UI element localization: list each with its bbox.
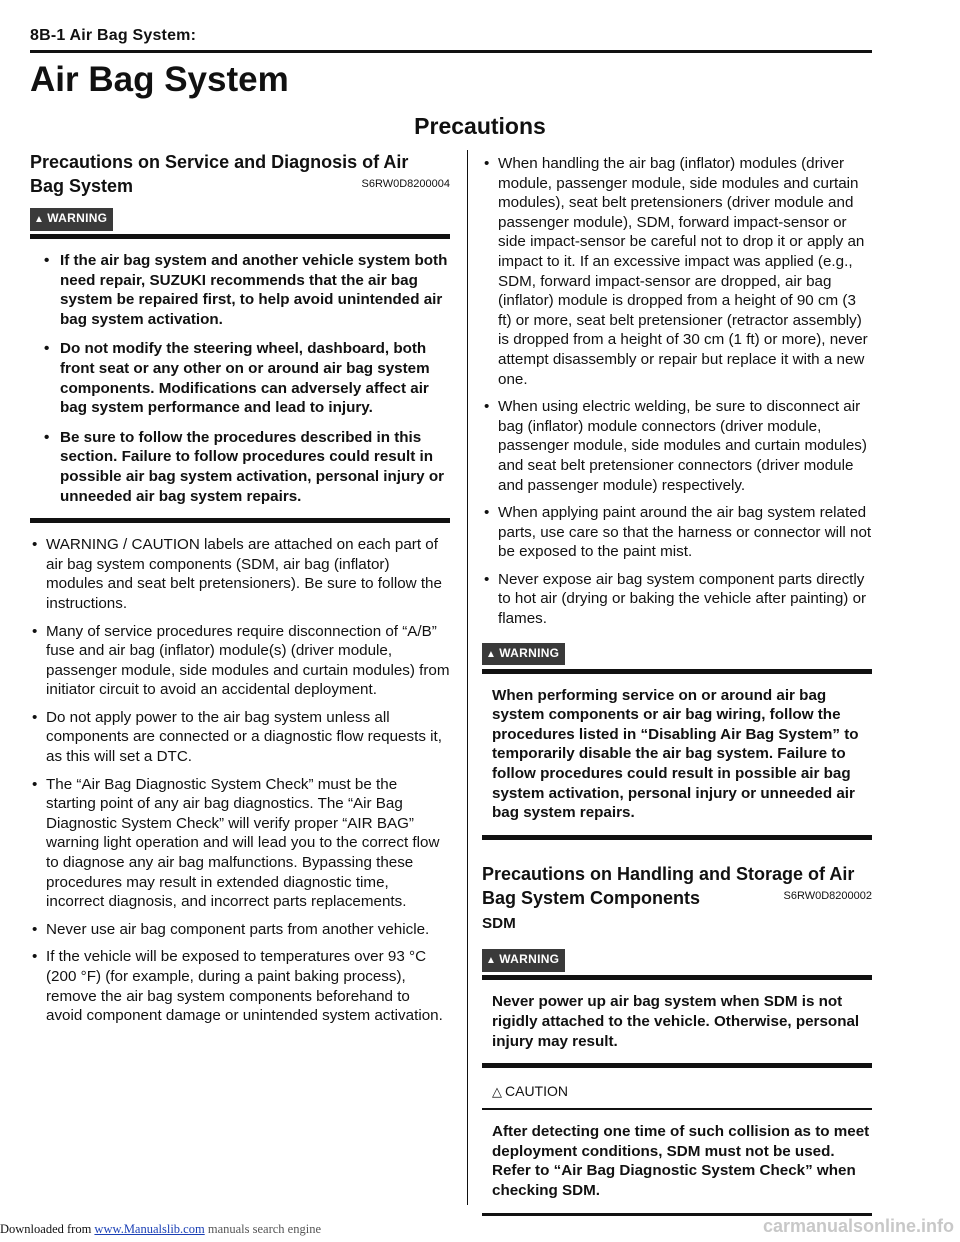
precaution-item: • If the vehicle will be exposed to temperatures over 93 °C (200 °F) (for example, during a paint baking process), remove the air bag system components beforehand to avoid component damage or unintended system activation. [30,947,450,1025]
handling-item: • Never expose air bag system component parts directly to hot air (drying or baking the vehicle after painting) or flames. [482,570,872,629]
header-rule [30,50,872,53]
warning-triangle-icon: ▲ [34,214,45,225]
column-divider [467,150,468,1205]
warning-tag-label: WARNING [47,211,108,225]
sdm-label: SDM [482,914,516,932]
handling-item: • When handling the air bag (inflator) modules (driver module, passenger module, side modules and curtain modules), seat belt pretensioners (driver module and passenger module), SDM, forward impact-sensor or side impact-sensor be careful not to drop it or apply an impact to it. If an excessive impact was applied (e.g., SDM, forward impact-sensor are dropped, air bag (inflator) module is dropped from a height of 90 cm (3 ft) or more, seat belt pretensioner (retractor assembly) is dropped from a height of 30 cm (1 ft) or more), never attempt disassembly or repair but replace it with a new one. [482,154,872,389]
warning-item: • Do not modify the steering wheel, dashboard, both front seat or any other on or around air bag system components. Modifications can adversely affect air bag system performance and lead to injury. [30,339,450,417]
warning-box [482,975,872,1068]
handling-list [482,154,872,629]
service-diagnosis-heading-text: Precautions on Service and Diagnosis of Air Bag System [30,152,409,196]
right-column [482,150,872,1216]
section-code: S6RW0D8200002 [783,889,872,902]
handling-item: • When using electric welding, be sure to disconnect air bag (inflator) module connectors (driver module, passenger module, side modules and curtain modules) and seat belt pretensioner connectors (driver module and passenger module) respectively. [482,397,872,495]
manualslib-link[interactable]: www.Manualslib.com [94,1222,205,1236]
site-watermark: carmanualsonline.info [762,1216,954,1236]
warning-text: Never power up air bag system when SDM is not rigidly attached to the vehicle. Otherwise, personal injury may result. [492,993,860,1050]
warning-box [30,234,450,523]
warning-triangle-icon: ▲ [486,955,497,967]
warning-box [482,669,872,840]
page-header [30,27,872,45]
warning-tag-row [482,643,872,661]
precaution-item: • Many of service procedures require disconnection of “A/B” fuse and air bag (inflator) module(s) (driver module, passenger module, side modules and curtain modules) from initiator circuit to avoid an accidental deployment. [30,622,450,700]
handling-storage-heading-text: Precautions on Handling and Storage of Air Bag System Components [482,863,855,908]
warning-tag-label: WARNING [499,952,560,967]
warning-list [30,251,450,506]
precaution-list [30,535,450,1026]
header-page-label: 8B-1 Air Bag System: [30,27,197,44]
document-title: Air Bag System [30,60,289,99]
section-title: Precautions [414,113,546,139]
left-column [30,150,450,1034]
download-footer [0,1222,321,1237]
caution-tag-row [482,1082,872,1100]
warning-tag [482,949,565,972]
precaution-item: • Do not apply power to the air bag system unless all components are connected or a diagnostic flow requests it, as this will set a DTC. [30,708,450,767]
handling-storage-heading [482,862,872,910]
footer-suffix: manuals search engine [204,1222,321,1236]
warning-item: • Be sure to follow the procedures described in this section. Failure to follow procedures could result in possible air bag system activation, personal injury or unneeded air bag system repairs. [30,428,450,506]
caution-tag-label: CAUTION [505,1083,568,1100]
warning-tag-row [30,208,450,226]
warning-triangle-icon: ▲ [486,648,497,660]
section-code: S6RW0D8200004 [361,178,450,190]
service-diagnosis-heading [30,150,450,198]
caution-box [482,1108,872,1215]
warning-text: When performing service on or around air bag system components or air bag wiring, follow the procedures listed in “Disabling Air Bag System” to temporarily disable the air bag system. Failure to follow procedures could result in possible air bag system activation, personal injury or unneeded air bag system repairs. [492,686,859,822]
warning-tag-row [482,949,872,967]
caution-text: After detecting one time of such collision as to meet deployment conditions, SDM must not be used. Refer to “Air Bag Diagnostic System Check” when checking SDM. [492,1123,870,1199]
warning-tag [482,643,565,666]
handling-item: • When applying paint around the air bag system related parts, use care so that the harness or connector will not be exposed to the paint mist. [482,503,872,562]
caution-triangle-icon: △ [492,1084,502,1100]
precaution-item: • Never use air bag component parts from another vehicle. [30,920,450,940]
warning-item: • If the air bag system and another vehicle system both need repair, SUZUKI recommends that the air bag system be repaired first, to help avoid unintended air bag system activation. [30,251,450,329]
warning-tag-label: WARNING [499,645,560,660]
footer-prefix: Downloaded from [0,1222,95,1236]
precaution-item: • The “Air Bag Diagnostic System Check” must be the starting point of any air bag diagnostics. The “Air Bag Diagnostic System Check” will verify proper “AIR BAG” warning light operation and will lead you to the correct flow to diagnose any air bag malfunctions. Bypassing these procedures may result in extended diagnostic time, incorrect diagnosis, and incorrect parts replacements. [30,775,450,912]
warning-tag [30,208,113,231]
precaution-item: • WARNING / CAUTION labels are attached on each part of air bag system components (SDM, air bag (inflator) modules and seat belt pretensioners). Be sure to follow the instructions. [30,535,450,613]
